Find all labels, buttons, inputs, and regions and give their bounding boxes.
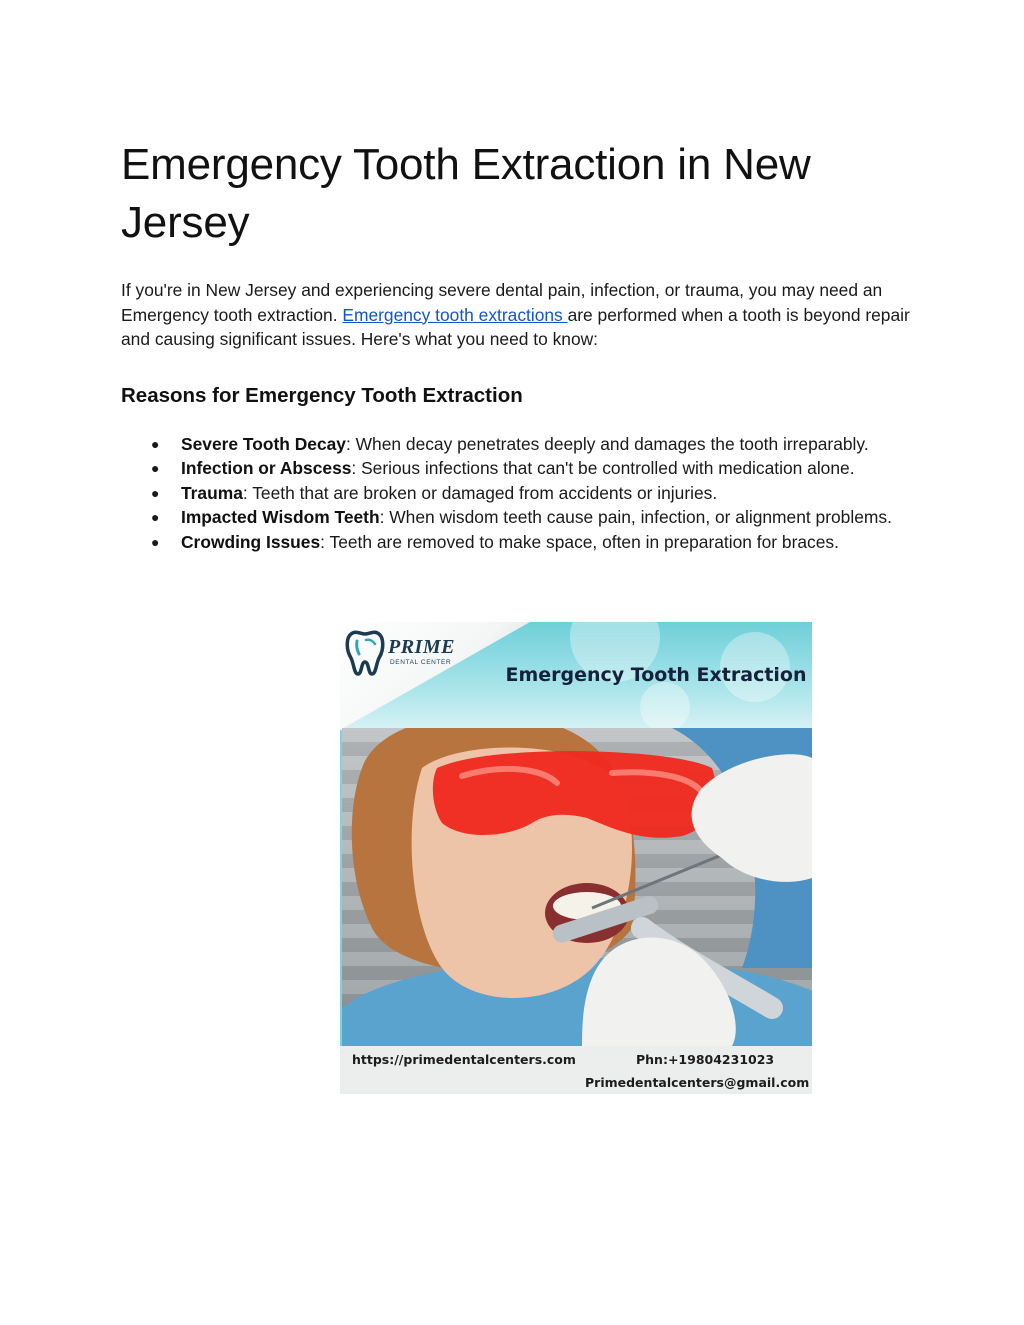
website-text: https://primedentalcenters.com: [352, 1052, 576, 1067]
list-item: [121, 432, 921, 457]
emergency-extractions-link[interactable]: Emergency tooth extractions: [342, 304, 568, 325]
bullet-icon: ●: [151, 484, 160, 501]
promo-image: [340, 622, 812, 1094]
intro-text-after-link: are performed when a tooth is beyond repair and causing significant issues. Here's what you need to know:: [121, 304, 910, 349]
dental-procedure-photo: [342, 728, 812, 1046]
email-text: Primedentalcenters@gmail.com: [585, 1075, 810, 1090]
reason-text: : When wisdom teeth cause pain, infection, or alignment problems.: [379, 507, 892, 527]
bullet-icon: ●: [151, 460, 160, 476]
bullet-icon: ●: [151, 533, 160, 550]
logo-brand: PRIME: [388, 636, 455, 658]
phone-text: Phn:+19804231023: [636, 1052, 775, 1067]
promo-title: Emergency Tooth Extraction: [505, 664, 807, 686]
list-item: [121, 530, 921, 555]
bullet-icon: ●: [151, 435, 160, 452]
promo-contact-footer: [340, 1046, 812, 1094]
reason-term: Infection or Abscess: [181, 458, 352, 478]
intro-paragraph: [121, 278, 921, 352]
bullet-icon: ●: [151, 509, 160, 525]
intro-text-before-link: If you're in New Jersey and experiencing severe dental pain, infection, or trauma, you may need an Emergency tooth extraction.: [121, 280, 883, 325]
tooth-logo-icon: [344, 628, 386, 678]
list-item: [121, 456, 921, 481]
list-item: [121, 505, 921, 530]
reason-text: : Teeth that are broken or damaged from accidents or injuries.: [242, 482, 718, 503]
page-title: Emergency Tooth Extraction in New Jersey: [121, 140, 811, 247]
logo-subtitle: DENTAL CENTER: [390, 659, 452, 666]
section-heading: Reasons for Emergency Tooth Extraction: [121, 383, 523, 407]
reason-term: Crowding Issues: [181, 531, 321, 552]
reason-term: Impacted Wisdom Teeth: [181, 507, 380, 527]
reason-text: : Serious infections that can't be controlled with medication alone.: [351, 458, 855, 478]
document-page: [121, 136, 921, 554]
reason-text: : When decay penetrates deeply and damages the tooth irreparably.: [345, 433, 869, 454]
reasons-list: [121, 432, 921, 555]
list-item: [121, 481, 921, 506]
reason-term: Trauma: [181, 482, 243, 503]
clinic-logo: [344, 626, 464, 680]
reason-term: Severe Tooth Decay: [181, 433, 346, 454]
reason-text: : Teeth are removed to make space, often in preparation for braces.: [320, 531, 839, 552]
